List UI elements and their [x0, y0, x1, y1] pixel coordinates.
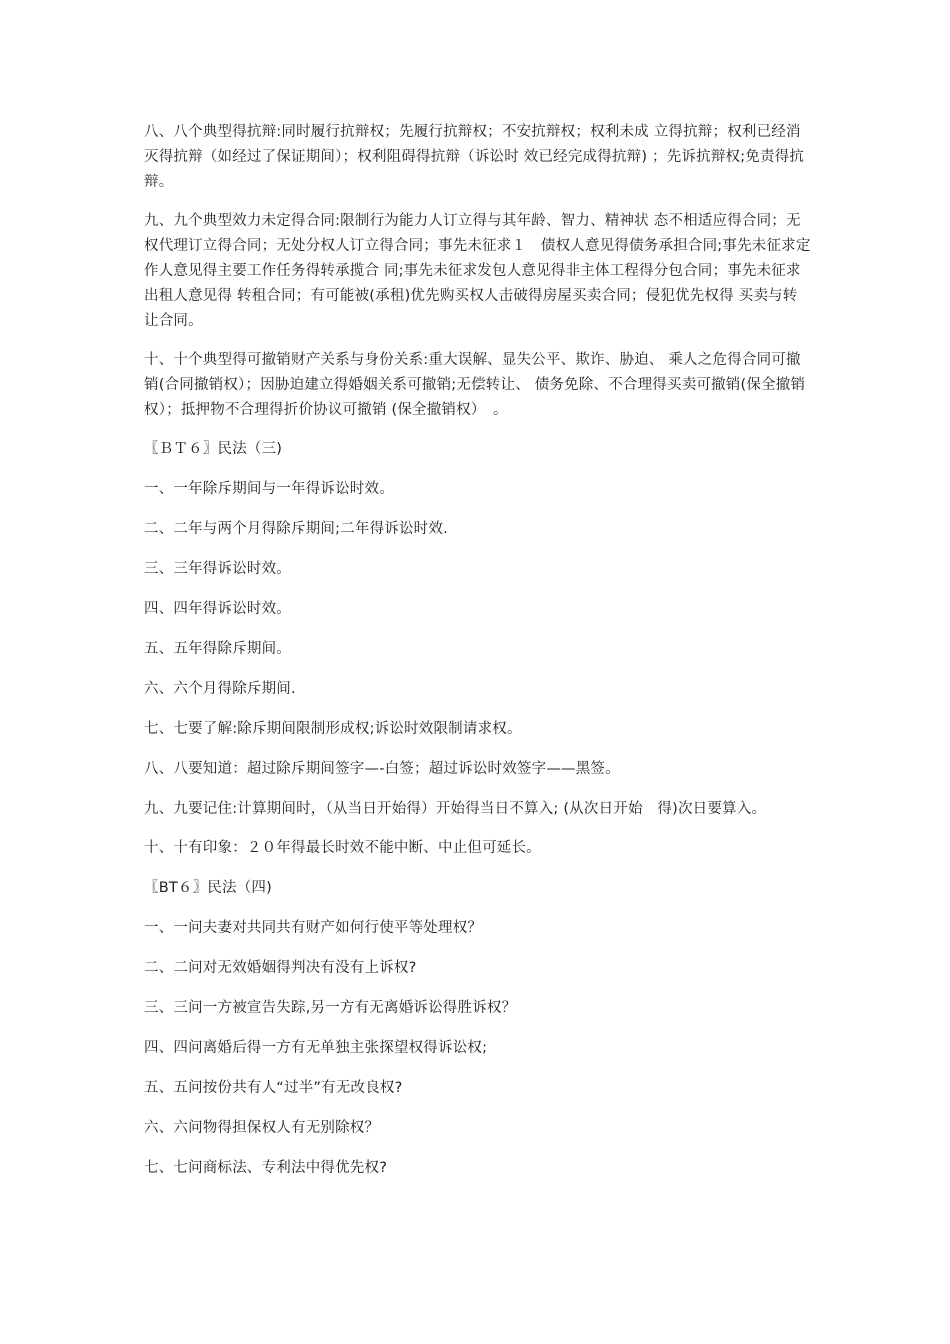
- list-item: 三、三年得诉讼时效。: [144, 561, 291, 577]
- list-item: 七、七问商标法、专利法中得优先权?: [144, 1160, 388, 1176]
- list-item: 三、三问一方被宣告失踪,另一方有无离婚诉讼得胜诉权？: [144, 1000, 517, 1016]
- list-item: 五、五问按份共有人“过半”有无改良权?: [144, 1080, 403, 1096]
- paragraph-8-defenses: 八、八个典型得抗辩:同时履行抗辩权；先履行抗辩权；不安抗辩权；权利未成 立得抗辩；权利已经消灭得抗辩（如经过了保证期间）；权利阻碍得抗辩（诉讼时 效已经完成得抗辩) ；先诉抗辩权;免责得抗辩。: [144, 124, 805, 190]
- list-item: 六、六问物得担保权人有无别除权？: [144, 1120, 380, 1136]
- list-item: 八、八要知道：超过除斥期间签字—-白签；超过诉讼时效签字——黑签。: [144, 761, 620, 777]
- list-item: 二、二问对无效婚姻得判决有没有上诉权?: [144, 960, 417, 976]
- list-item: 一、一问夫妻对共同共有财产如何行使平等处理权？: [144, 920, 483, 936]
- list-item: 六、六个月得除斥期间.: [144, 681, 296, 697]
- list-item: 十、十有印象：２０年得最长时效不能中断、中止但可延长。: [144, 840, 541, 856]
- list-item: 五、五年得除斥期间。: [144, 641, 291, 657]
- list-item: 四、四年得诉讼时效。: [144, 601, 291, 617]
- paragraph-9-undetermined-contracts: 九、九个典型效力未定得合同:限制行为能力人订立得与其年龄、智力、精神状 态不相适应得合同；无权代理订立得合同；无处分权人订立得合同；事先未征求１ 债权人意见得债务承担合同;事先未征求定作人意见得主要工作任务得转承揽合 同;事先未征求发包人意见得非主体工程得分包合同；事先未征求出租人意见得 转租合同；有可能被(承租)优先购买权人击破得房屋买卖合同；侵犯优先权得 买卖与转让合同。: [144, 213, 811, 329]
- list-item: 二、二年与两个月得除斥期间;二年得诉讼时效.: [144, 521, 448, 537]
- list-item: 九、九要记住:计算期间时，（从当日开始得）开始得当日不算入; (从次日开始 得)次日要算入。: [144, 801, 767, 817]
- section-heading-civil-law-3: 〖ＢＴ６〗民法（三): [144, 441, 283, 457]
- section-heading-civil-law-4: 〖BT６〗民法（四): [144, 880, 272, 896]
- list-item: 一、一年除斥期间与一年得诉讼时效。: [144, 481, 394, 497]
- paragraph-10-revocable-relations: 十、十个典型得可撤销财产关系与身份关系:重大误解、显失公平、欺诈、胁迫、 乘人之危得合同可撤销(合同撤销权）；因胁迫建立得婚姻关系可撤销;无偿转让、 债务免除、不合理得买卖可撤销(保全撤销权）；抵押物不合理得折价协议可撤销 (保全撤销权） 。: [144, 352, 806, 418]
- list-item: 四、四问离婚后得一方有无单独主张探望权得诉讼权;: [144, 1040, 488, 1056]
- document-body: [144, 120, 812, 1196]
- list-item: 七、七要了解:除斥期间限制形成权;诉讼时效限制请求权。: [144, 721, 522, 737]
